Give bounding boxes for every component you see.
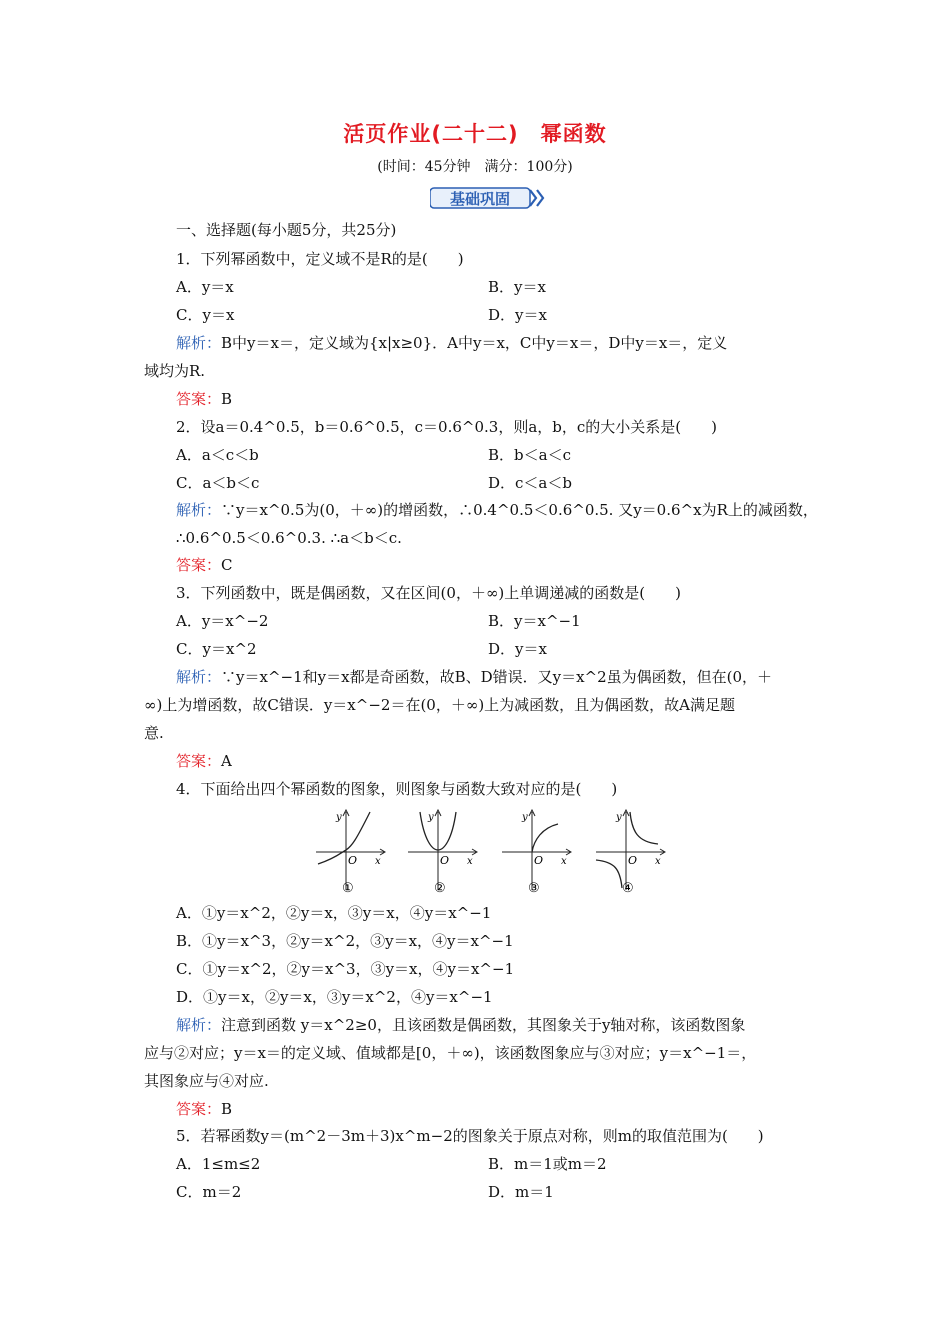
q4-answer [176,1099,232,1119]
q3-option-d: D．y＝x [488,640,547,658]
q3-answer [176,751,232,771]
graph-1 [312,806,388,902]
q1-option-d: D．y＝x [488,306,547,324]
page-title: 活页作业(二十二) 幂函数 [343,122,607,146]
q4-option-c: C．①y＝x^2，②y＝x^3，③y＝x，④y＝x^−1 [176,960,515,978]
answer-label: 答案： [176,556,222,574]
graph-2-origin: O [440,854,450,867]
graph-2-y-label: y [428,812,434,823]
graph-4-origin: O [628,854,638,867]
q4-option-a: A．①y＝x^2，②y＝x，③y＝x，④y＝x^−1 [176,904,492,922]
q1-analysis-line-2: 域均为R. [144,362,206,380]
q4-option-b: B．①y＝x^3，②y＝x^2，③y＝x，④y＝x^−1 [176,932,514,950]
q5-option-d: D．m＝1 [488,1183,554,1201]
q4-option-d: D．①y＝x，②y＝x，③y＝x^2，④y＝x^−1 [176,988,493,1006]
q4-analysis-line-3: 其图象应与④对应. [144,1072,269,1090]
q2-option-c: C．a＜b＜c [176,474,260,492]
section-heading: 一、选择题(每小题5分，共25分) [176,221,397,239]
graph-3-origin: O [534,854,544,867]
q5-option-b: B．m＝1或m＝2 [488,1155,607,1173]
q2-option-a: A．a＜c＜b [176,446,259,464]
time-score-info: (时间：45分钟 满分：100分) [377,159,573,175]
q5-stem: 5．若幂函数y＝(m^2－3m＋3)x^m−2的图象关于原点对称，则m的取值范围为( ) [176,1127,764,1145]
graph-3 [498,806,574,902]
q1-option-c: C．y＝x [176,306,235,324]
q1-option-b: B．y＝x [488,278,546,296]
q4-stem: 4．下面给出四个幂函数的图象，则图象与函数大致对应的是( ) [176,780,618,798]
graph-3-label: ③ [528,881,540,896]
q3-stem: 3．下列函数中，既是偶函数，又在区间(0，＋∞)上单调递减的函数是( ) [176,584,681,602]
q1-option-a: A．y＝x [176,278,234,296]
section-badge [430,184,548,210]
q2-option-d: D．c＜a＜b [488,474,572,492]
q1-answer [176,389,232,409]
graph-1-x-label: x [375,856,381,867]
graph-4-label: ④ [622,881,634,896]
q4-answer-value: B [221,1100,233,1118]
q5-option-a: A．1≤m≤2 [176,1155,261,1173]
graph-2-x-label: x [467,856,473,867]
analysis-label: 解析： [176,501,222,519]
q3-analysis-text-1: ∵y＝x^−1和y＝x都是奇函数，故B、D错误．又y＝x^2虽为偶函数，但在(0，＋ [221,668,773,686]
graph-1-origin: O [348,854,358,867]
analysis-label: 解析： [176,1016,222,1034]
q4-analysis-line-2: 应与②对应；y＝x＝的定义域、值域都是[0，＋∞)，该函数图象应与③对应；y＝x^−1＝， [144,1044,757,1062]
q2-answer [176,555,233,575]
answer-label: 答案： [176,1100,222,1118]
q5-option-c: C．m＝2 [176,1183,242,1201]
q3-option-c: C．y＝x^2 [176,640,257,658]
q2-analysis-line-2: ∴0.6^0.5＜0.6^0.3. ∴a＜b＜c. [176,529,402,547]
graph-3-y-label: y [522,812,528,823]
badge-text: 基础巩固 [449,190,511,208]
answer-label: 答案： [176,390,222,408]
q3-option-b: B．y＝x^−1 [488,612,581,630]
graph-3-x-label: x [561,856,567,867]
graph-2 [404,806,480,902]
q1-answer-value: B [221,390,233,408]
graph-1-label: ① [342,881,354,896]
q2-option-b: B．b＜a＜c [488,446,571,464]
q4-analysis-line-1 [176,1015,745,1035]
graph-1-y-label: y [336,812,342,823]
q4-analysis-text-1: 注意到函数 y＝x^2≥0，且该函数是偶函数，其图象关于y轴对称，该函数图象 [221,1016,746,1034]
q3-option-a: A．y＝x^−2 [176,612,269,630]
q3-analysis-line-3: 意. [144,724,164,742]
q3-answer-value: A [221,752,232,770]
graph-4-y-label: y [616,812,622,823]
q2-analysis-text-1: ∵y＝x^0.5为(0，＋∞)的增函数，∴0.4^0.5＜0.6^0.5. 又y＝0.6^x为R上的减函数， [221,501,818,519]
graph-2-label: ② [434,881,446,896]
graph-4-x-label: x [655,856,661,867]
q1-analysis-text-1: B中y＝x＝，定义域为{x|x≥0}．A中y＝x，C中y＝x＝，D中y＝x＝，定义 [221,334,728,352]
q1-stem: 1．下列幂函数中，定义域不是R的是( ) [176,250,464,268]
graph-4 [592,806,668,902]
analysis-label: 解析： [176,668,222,686]
analysis-label: 解析： [176,334,222,352]
answer-label: 答案： [176,752,222,770]
q2-answer-value: C [221,556,233,574]
q2-stem: 2．设a＝0.4^0.5，b＝0.6^0.5，c＝0.6^0.3，则a，b，c的大小关系是( ) [176,418,717,436]
q1-analysis-line-1 [176,333,727,353]
q2-analysis-line-1 [176,500,818,520]
q3-analysis-line-1 [176,667,772,687]
q3-analysis-line-2: ∞)上为增函数，故C错误．y＝x^−2＝在(0，＋∞)上为减函数，且为偶函数，故A满足题 [144,696,736,714]
